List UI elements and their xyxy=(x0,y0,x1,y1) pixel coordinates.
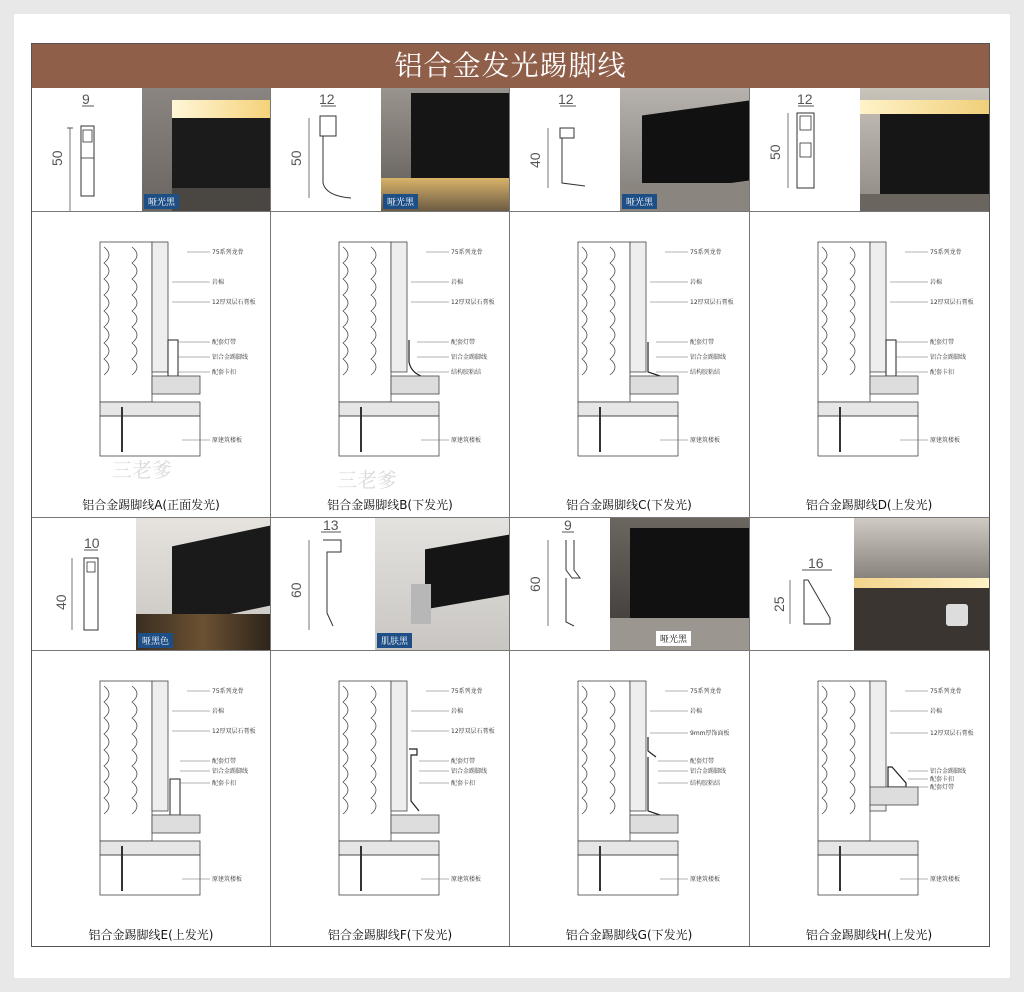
section-drawing-h xyxy=(750,651,989,921)
annotation: 配套灯带 xyxy=(212,758,237,765)
profile-f-photo xyxy=(375,518,509,650)
skirting-body xyxy=(880,114,989,194)
dim-width-a: 9 xyxy=(82,91,90,107)
profile-cell-h xyxy=(750,518,989,650)
caption-d: 铝合金踢脚线D(上发光) xyxy=(805,498,933,512)
annotation: 岩棉 xyxy=(690,708,703,715)
annotation: 配套卡扣 xyxy=(930,369,955,376)
section-drawing-a xyxy=(32,212,270,482)
caption-h: 铝合金踢脚线H(上发光) xyxy=(805,928,933,942)
section-drawing-g xyxy=(510,651,749,921)
profile-g-dimension-drawing xyxy=(510,518,610,650)
caption-a: 铝合金踢脚线A(正面发光) xyxy=(82,498,220,512)
annotation: 原建筑楼板 xyxy=(690,437,721,444)
annotation: 原建筑楼板 xyxy=(930,876,961,883)
led-glow xyxy=(860,100,989,114)
annotation: 铝合金踢脚线 xyxy=(451,768,488,775)
profile-b-dimension-drawing xyxy=(271,88,381,211)
annotation: 岩棉 xyxy=(451,708,464,715)
profile-cell-a xyxy=(32,88,270,211)
profile-h-dimension-drawing xyxy=(750,518,854,650)
annotation: 结构胶粘结 xyxy=(690,780,721,787)
caption-b: 铝合金踢脚线B(下发光) xyxy=(327,498,453,512)
finish-tag-b: 哑光黑 xyxy=(383,194,418,209)
annotation: 配套灯带 xyxy=(690,339,715,346)
watermark: 三老爹 xyxy=(112,458,172,482)
dim-width-c: 12 xyxy=(558,91,574,107)
profile-h-photo xyxy=(854,518,989,650)
annotation: 铝合金踢脚线 xyxy=(212,768,249,775)
profile-d-dimension-drawing xyxy=(750,88,860,211)
finish-tag-a: 哑光黑 xyxy=(144,194,179,209)
section-drawing-c xyxy=(510,212,749,482)
dim-width-d: 12 xyxy=(797,91,813,107)
skirting-body xyxy=(172,118,270,188)
annotation: 岩棉 xyxy=(690,279,703,286)
dim-width-f: 13 xyxy=(323,518,339,533)
profile-e-dimension-drawing xyxy=(32,518,136,650)
caption-e: 铝合金踢脚线E(上发光) xyxy=(88,928,214,942)
annotation: 12厚双层石膏板 xyxy=(451,299,495,306)
annotation: 12厚双层石膏板 xyxy=(212,728,256,735)
profile-cell-d xyxy=(750,88,989,211)
annotation: 75系列龙骨 xyxy=(212,688,244,695)
dim-height-g: 60 xyxy=(527,576,543,592)
profile-sample xyxy=(946,604,968,626)
catalog-frame xyxy=(31,43,990,947)
annotation: 岩棉 xyxy=(451,279,464,286)
led-glow xyxy=(854,578,989,588)
profile-b-photo xyxy=(381,88,509,211)
dim-height-b: 50 xyxy=(288,150,304,166)
profile-cell-f xyxy=(271,518,509,650)
skirting-body xyxy=(425,535,509,610)
profile-f-dimension-drawing xyxy=(271,518,375,650)
annotation: 铝合金踢脚线 xyxy=(690,768,727,775)
profile-a-dimension-drawing xyxy=(32,88,142,211)
profile-d-photo xyxy=(860,88,989,211)
annotation: 9mm厚饰面板 xyxy=(690,730,730,737)
dim-height-f: 60 xyxy=(288,582,304,598)
annotation: 岩棉 xyxy=(930,279,943,286)
annotation: 配套卡扣 xyxy=(212,780,237,787)
annotation: 12厚双层石膏板 xyxy=(690,299,734,306)
finish-tag-g: 哑光黑 xyxy=(656,631,691,646)
section-drawing-d xyxy=(750,212,989,482)
annotation: 12厚双层石膏板 xyxy=(930,299,974,306)
dim-height-d: 50 xyxy=(767,144,783,160)
annotation: 配套灯带 xyxy=(930,784,955,791)
annotation: 配套灯带 xyxy=(690,758,715,765)
finish-tag-c: 哑光黑 xyxy=(622,194,657,209)
profile-sample xyxy=(411,584,431,624)
annotation: 75系列龙骨 xyxy=(930,688,962,695)
annotation: 原建筑楼板 xyxy=(451,876,482,883)
annotation: 岩棉 xyxy=(212,708,225,715)
annotation: 12厚双层石膏板 xyxy=(451,728,495,735)
dim-height-c: 40 xyxy=(527,152,543,168)
annotation: 75系列龙骨 xyxy=(451,688,483,695)
annotation: 岩棉 xyxy=(212,279,225,286)
annotation: 配套卡扣 xyxy=(212,369,237,376)
annotation: 铝合金踢脚线 xyxy=(930,354,967,361)
dim-height-a: 50 xyxy=(49,150,65,166)
annotation: 75系列龙骨 xyxy=(690,249,722,256)
annotation: 原建筑楼板 xyxy=(212,876,243,883)
floor xyxy=(854,588,989,650)
skirting-body xyxy=(411,93,509,178)
annotation: 原建筑楼板 xyxy=(212,437,243,444)
skirting-body xyxy=(630,528,749,628)
dim-width-e: 10 xyxy=(84,535,100,551)
annotation: 75系列龙骨 xyxy=(690,688,722,695)
annotation: 75系列龙骨 xyxy=(451,249,483,256)
dim-width-g: 9 xyxy=(564,518,572,533)
profile-c-dimension-drawing xyxy=(510,88,620,211)
skirting-body xyxy=(172,526,270,627)
annotation: 12厚双层石膏板 xyxy=(212,299,256,306)
section-drawing-b xyxy=(271,212,509,482)
floor xyxy=(860,194,989,211)
profile-e-photo xyxy=(136,518,270,650)
annotation: 铝合金踢脚线 xyxy=(930,768,967,775)
annotation: 配套灯带 xyxy=(930,339,955,346)
finish-tag-f: 肌肤黑 xyxy=(377,633,412,648)
annotation: 配套卡扣 xyxy=(930,776,955,783)
dim-width-h: 16 xyxy=(808,555,824,571)
profile-g-photo xyxy=(610,518,749,650)
profile-cell-e xyxy=(32,518,270,650)
watermark: 三老爹 xyxy=(337,468,397,492)
annotation: 12厚双层石膏板 xyxy=(930,730,974,737)
dim-height-h: 25 xyxy=(771,596,787,612)
profile-cell-g xyxy=(510,518,749,650)
led-glow xyxy=(172,100,270,118)
annotation: 配套灯带 xyxy=(451,758,476,765)
section-drawing-f xyxy=(271,651,509,921)
profile-cell-c xyxy=(510,88,749,211)
caption-c: 铝合金踢脚线C(下发光) xyxy=(566,498,692,512)
annotation: 75系列龙骨 xyxy=(930,249,962,256)
skirting-body xyxy=(642,100,749,195)
caption-g: 铝合金踢脚线G(下发光) xyxy=(565,928,693,942)
dim-width-b: 12 xyxy=(319,91,335,107)
section-drawing-e xyxy=(32,651,270,921)
annotation: 原建筑楼板 xyxy=(690,876,721,883)
annotation: 铝合金踢脚线 xyxy=(690,354,727,361)
page-title: 铝合金发光踢脚线 xyxy=(32,44,989,88)
annotation: 结构胶粘结 xyxy=(690,369,721,376)
annotation: 原建筑楼板 xyxy=(451,437,482,444)
dim-height-e: 40 xyxy=(53,594,69,610)
caption-f: 铝合金踢脚线F(下发光) xyxy=(327,928,453,942)
profile-a-photo xyxy=(142,88,270,211)
annotation: 岩棉 xyxy=(930,708,943,715)
annotation: 配套卡扣 xyxy=(451,780,476,787)
annotation: 配套灯带 xyxy=(451,339,476,346)
annotation: 结构胶粘结 xyxy=(451,369,482,376)
finish-tag-e: 哑黑色 xyxy=(138,633,173,648)
floor xyxy=(172,188,270,211)
annotation: 铝合金踢脚线 xyxy=(451,354,488,361)
profile-cell-b xyxy=(271,88,509,211)
annotation: 铝合金踢脚线 xyxy=(212,354,249,361)
annotation: 原建筑楼板 xyxy=(930,437,961,444)
profile-c-photo xyxy=(620,88,749,211)
annotation: 75系列龙骨 xyxy=(212,249,244,256)
annotation: 配套灯带 xyxy=(212,339,237,346)
